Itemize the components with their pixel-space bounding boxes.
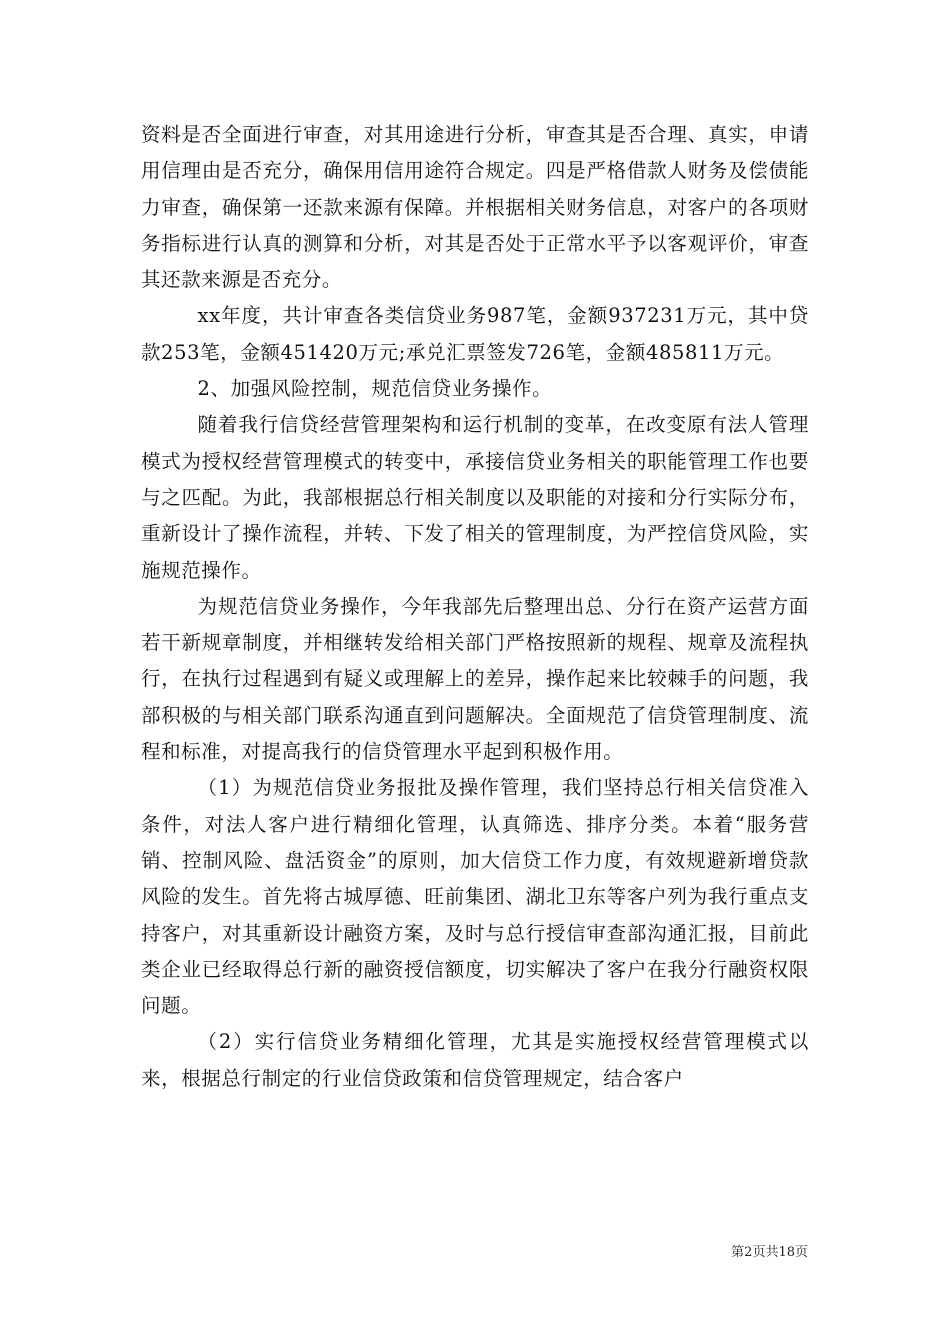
paragraph-3: 随着我行信贷经营管理架构和运行机制的变革，在改变原有法人管理模式为授权经营管理模式的转变中，承接信贷业务相关的职能管理工作也要与之匹配。为此，我部根据总行相关制度以及职能的对接和分行实际分布，重新设计了操作流程，并转、下发了相关的管理制度，为严控信贷风险，实施规范操作。 <box>141 413 809 582</box>
paragraph-2: xx年度，共计审查各类信贷业务987笔，金额937231万元，其中贷款253笔，金额451420万元;承兑汇票签发726笔，金额485811万元。 <box>141 304 809 364</box>
section-heading: 2、加强风险控制，规范信贷业务操作。 <box>197 377 553 401</box>
paragraph-4: 为规范信贷业务操作，今年我部先后整理出总、分行在资产运营方面若干新规章制度，并相继转发给相关部门严格按照新的规程、规章及流程执行，在执行过程遇到有疑义或理解上的差异，操作起来比较棘手的问题，我部积极的与相关部门联系沟通直到问题解决。全面规范了信贷管理制度、流程和标准，对提高我行的信贷管理水平起到积极作用。 <box>141 594 809 764</box>
page-number: 第2页共18页 <box>731 1245 808 1260</box>
paragraph-1: 资料是否全面进行审查，对其用途进行分析，审查其是否合理、真实，申请用信理由是否充分，确保用信用途符合规定。四是严格借款人财务及偿债能力审查，确保第一还款来源有保障。并根据相关财务信息，对客户的各项财务指标进行认真的测算和分析，对其是否处于正常水平予以客观评价，审查其还款来源是否充分。 <box>141 123 809 292</box>
document-body <box>141 117 809 1097</box>
paragraph-6: （2）实行信贷业务精细化管理，尤其是实施授权经营管理模式以来，根据总行制定的行业信贷政策和信贷管理规定，结合客户 <box>141 1030 809 1090</box>
paragraph-5: （1）为规范信贷业务报批及操作管理，我们坚持总行相关信贷准入条件，对法人客户进行精细化管理，认真筛选、排序分类。本着“服务营销、控制风险、盘活资金”的原则，加大信贷工作力度，有效规避新增贷款风险的发生。首先将古城厚德、旺前集团、湖北卫东等客户列为我行重点支持客户，对其重新设计融资方案，及时与总行授信审查部沟通汇报，目前此类企业已经取得总行新的融资授信额度，切实解决了客户在我分行融资权限问题。 <box>141 776 809 1018</box>
